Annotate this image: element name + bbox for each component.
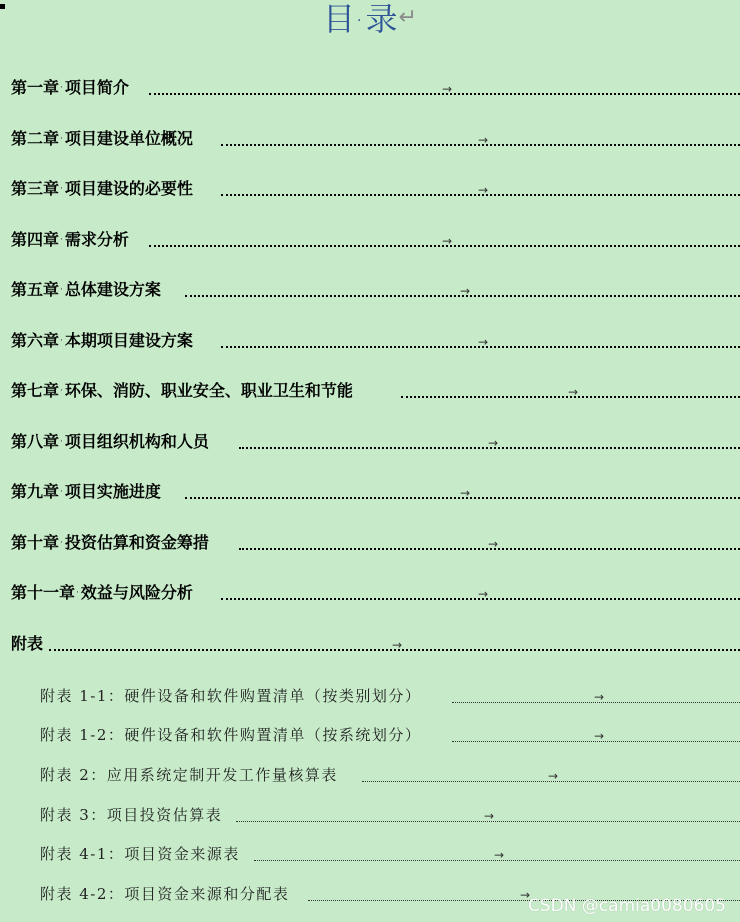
toc-entry-label: 第十一章· 效益与风险分析 bbox=[11, 582, 193, 602]
toc-entry-label: 第五章· 总体建设方案 bbox=[11, 279, 161, 299]
tab-arrow-icon: → bbox=[520, 888, 531, 902]
toc-entry-chapter-4[interactable] bbox=[0, 224, 740, 250]
title-char-1: 目 bbox=[323, 0, 356, 38]
tab-arrow-icon: → bbox=[494, 848, 505, 862]
toc-subentry-2[interactable] bbox=[0, 719, 740, 745]
tab-arrow-icon: → bbox=[478, 183, 489, 197]
paragraph-return-icon: ↵ bbox=[398, 5, 417, 30]
toc-entry-label: 附表 bbox=[11, 634, 44, 653]
toc-subentry-label: 附表 4-2：项目资金来源和分配表 bbox=[40, 885, 290, 903]
toc-subentry-label: 附表 4-1：项目资金来源表 bbox=[40, 845, 240, 863]
toc-entry-chapter-8[interactable] bbox=[0, 426, 740, 452]
tab-arrow-icon: → bbox=[478, 335, 489, 349]
toc-entry-label: 第六章· 本期项目建设方案 bbox=[11, 330, 193, 350]
toc-subentry-label: 附表 1-1：硬件设备和软件购置清单（按类别划分） bbox=[40, 687, 422, 705]
title-separator: · bbox=[357, 13, 362, 29]
toc-entry-chapter-7[interactable] bbox=[0, 375, 740, 401]
toc-entry-label: 第八章· 项目组织机构和人员 bbox=[11, 431, 209, 451]
toc-entry-label: 第十章· 投资估算和资金筹措 bbox=[11, 532, 209, 552]
toc-subentry-5[interactable] bbox=[0, 838, 740, 864]
tab-arrow-icon: → bbox=[488, 537, 499, 551]
toc-entry-label: 第二章· 项目建设单位概况 bbox=[11, 128, 193, 148]
toc-subentry-4[interactable] bbox=[0, 799, 740, 825]
tab-arrow-icon: → bbox=[442, 234, 453, 248]
toc-entry-chapter-3[interactable] bbox=[0, 173, 740, 199]
tab-arrow-icon: → bbox=[488, 436, 499, 450]
toc-subentry-label: 附表 2：应用系统定制开发工作量核算表 bbox=[40, 766, 338, 784]
toc-entry-label: 第三章· 项目建设的必要性 bbox=[11, 178, 193, 198]
tab-arrow-icon: → bbox=[594, 729, 605, 743]
tab-arrow-icon: → bbox=[460, 284, 471, 298]
tab-arrow-icon: → bbox=[478, 587, 489, 601]
tab-arrow-icon: → bbox=[548, 769, 559, 783]
toc-entry-label: 第一章· 项目简介 bbox=[11, 77, 129, 97]
toc-entry-appendix[interactable] bbox=[0, 628, 740, 654]
toc-entry-label: 第九章· 项目实施进度 bbox=[11, 481, 161, 501]
toc-subentry-label: 附表 3：项目投资估算表 bbox=[40, 806, 223, 824]
tab-arrow-icon: → bbox=[442, 82, 453, 96]
watermark: CSDN @camia0080605 bbox=[527, 896, 726, 916]
toc-subentry-3[interactable] bbox=[0, 759, 740, 785]
toc-entry-chapter-10[interactable] bbox=[0, 527, 740, 553]
tab-arrow-icon: → bbox=[484, 809, 495, 823]
toc-entry-chapter-6[interactable] bbox=[0, 325, 740, 351]
toc-entry-label: 第七章· 环保、消防、职业安全、职业卫生和节能 bbox=[11, 380, 353, 400]
tab-arrow-icon: → bbox=[460, 486, 471, 500]
tab-arrow-icon: → bbox=[594, 690, 605, 704]
toc-subentry-label: 附表 1-2：硬件设备和软件购置清单（按系统划分） bbox=[40, 726, 422, 744]
toc-entry-chapter-5[interactable] bbox=[0, 274, 740, 300]
toc-entry-chapter-9[interactable] bbox=[0, 476, 740, 502]
toc-entry-chapter-1[interactable] bbox=[0, 72, 740, 98]
toc-entry-label: 第四章· 需求分析 bbox=[11, 229, 129, 249]
toc-subentry-1[interactable] bbox=[0, 680, 740, 706]
toc-entry-chapter-11[interactable] bbox=[0, 577, 740, 603]
toc-entry-chapter-2[interactable] bbox=[0, 123, 740, 149]
toc-title bbox=[0, 0, 740, 41]
tab-arrow-icon: → bbox=[392, 638, 403, 652]
tab-arrow-icon: → bbox=[478, 133, 489, 147]
tab-arrow-icon: → bbox=[568, 385, 579, 399]
title-char-2: 录 bbox=[365, 0, 398, 38]
